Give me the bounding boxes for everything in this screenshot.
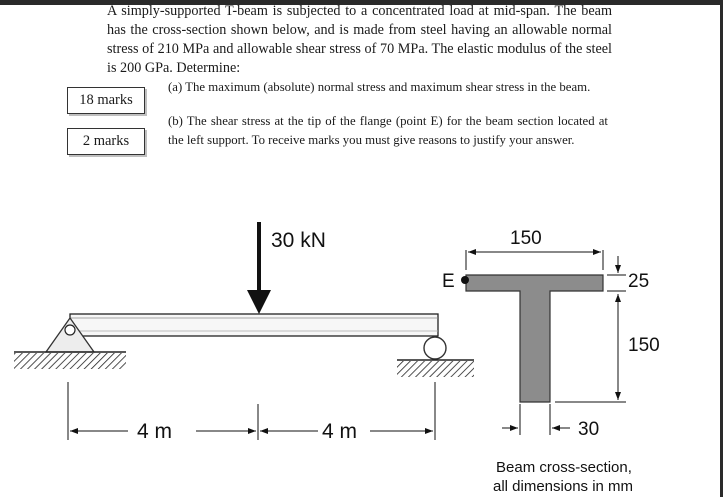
- span-left-label: 4 m: [137, 420, 173, 443]
- roller-support-icon: [397, 337, 474, 377]
- marks-badge-a: 18 marks: [67, 87, 145, 114]
- span-right-label: 4 m: [322, 420, 358, 443]
- web-height-dimension: [555, 294, 626, 402]
- span-dimension: [68, 382, 435, 440]
- web-thickness-label: 30: [578, 419, 600, 440]
- flange-width-label: 150: [510, 228, 542, 249]
- flange-thickness-label: 25: [628, 271, 650, 292]
- t-section-shape: [466, 275, 603, 402]
- beam: [70, 314, 438, 336]
- caption-line-2: all dimensions in mm: [493, 478, 634, 495]
- load-arrow-icon: [247, 222, 271, 314]
- question-b: (b) The shear stress at the tip of the flange (point E) for the beam section located at the left support. To receive marks you must give reasons to justify your answer.: [168, 114, 608, 147]
- caption-line-1: Beam cross-section,: [496, 459, 632, 476]
- problem-statement: A simply-supported T-beam is subjected to a concentrated load at mid-span. The beam has the cross-section shown below, and is made from steel having an allowable normal stress of 210 MPa and allowable shear stress of 70 MPa. The elastic modulus of the steel is 200 GPa. Determine:: [107, 3, 612, 76]
- flange-width-dimension: [466, 250, 603, 270]
- flange-thickness-dimension: [607, 256, 626, 291]
- point-e-label: E: [442, 271, 455, 292]
- question-a: (a) The maximum (absolute) normal stress and maximum shear stress in the beam.: [168, 80, 591, 94]
- point-e-marker: [461, 276, 469, 284]
- load-label: 30 kN: [271, 229, 326, 252]
- web-thickness-dimension: [502, 404, 570, 435]
- web-height-label: 150: [628, 335, 660, 356]
- marks-badge-b: 2 marks: [67, 128, 145, 155]
